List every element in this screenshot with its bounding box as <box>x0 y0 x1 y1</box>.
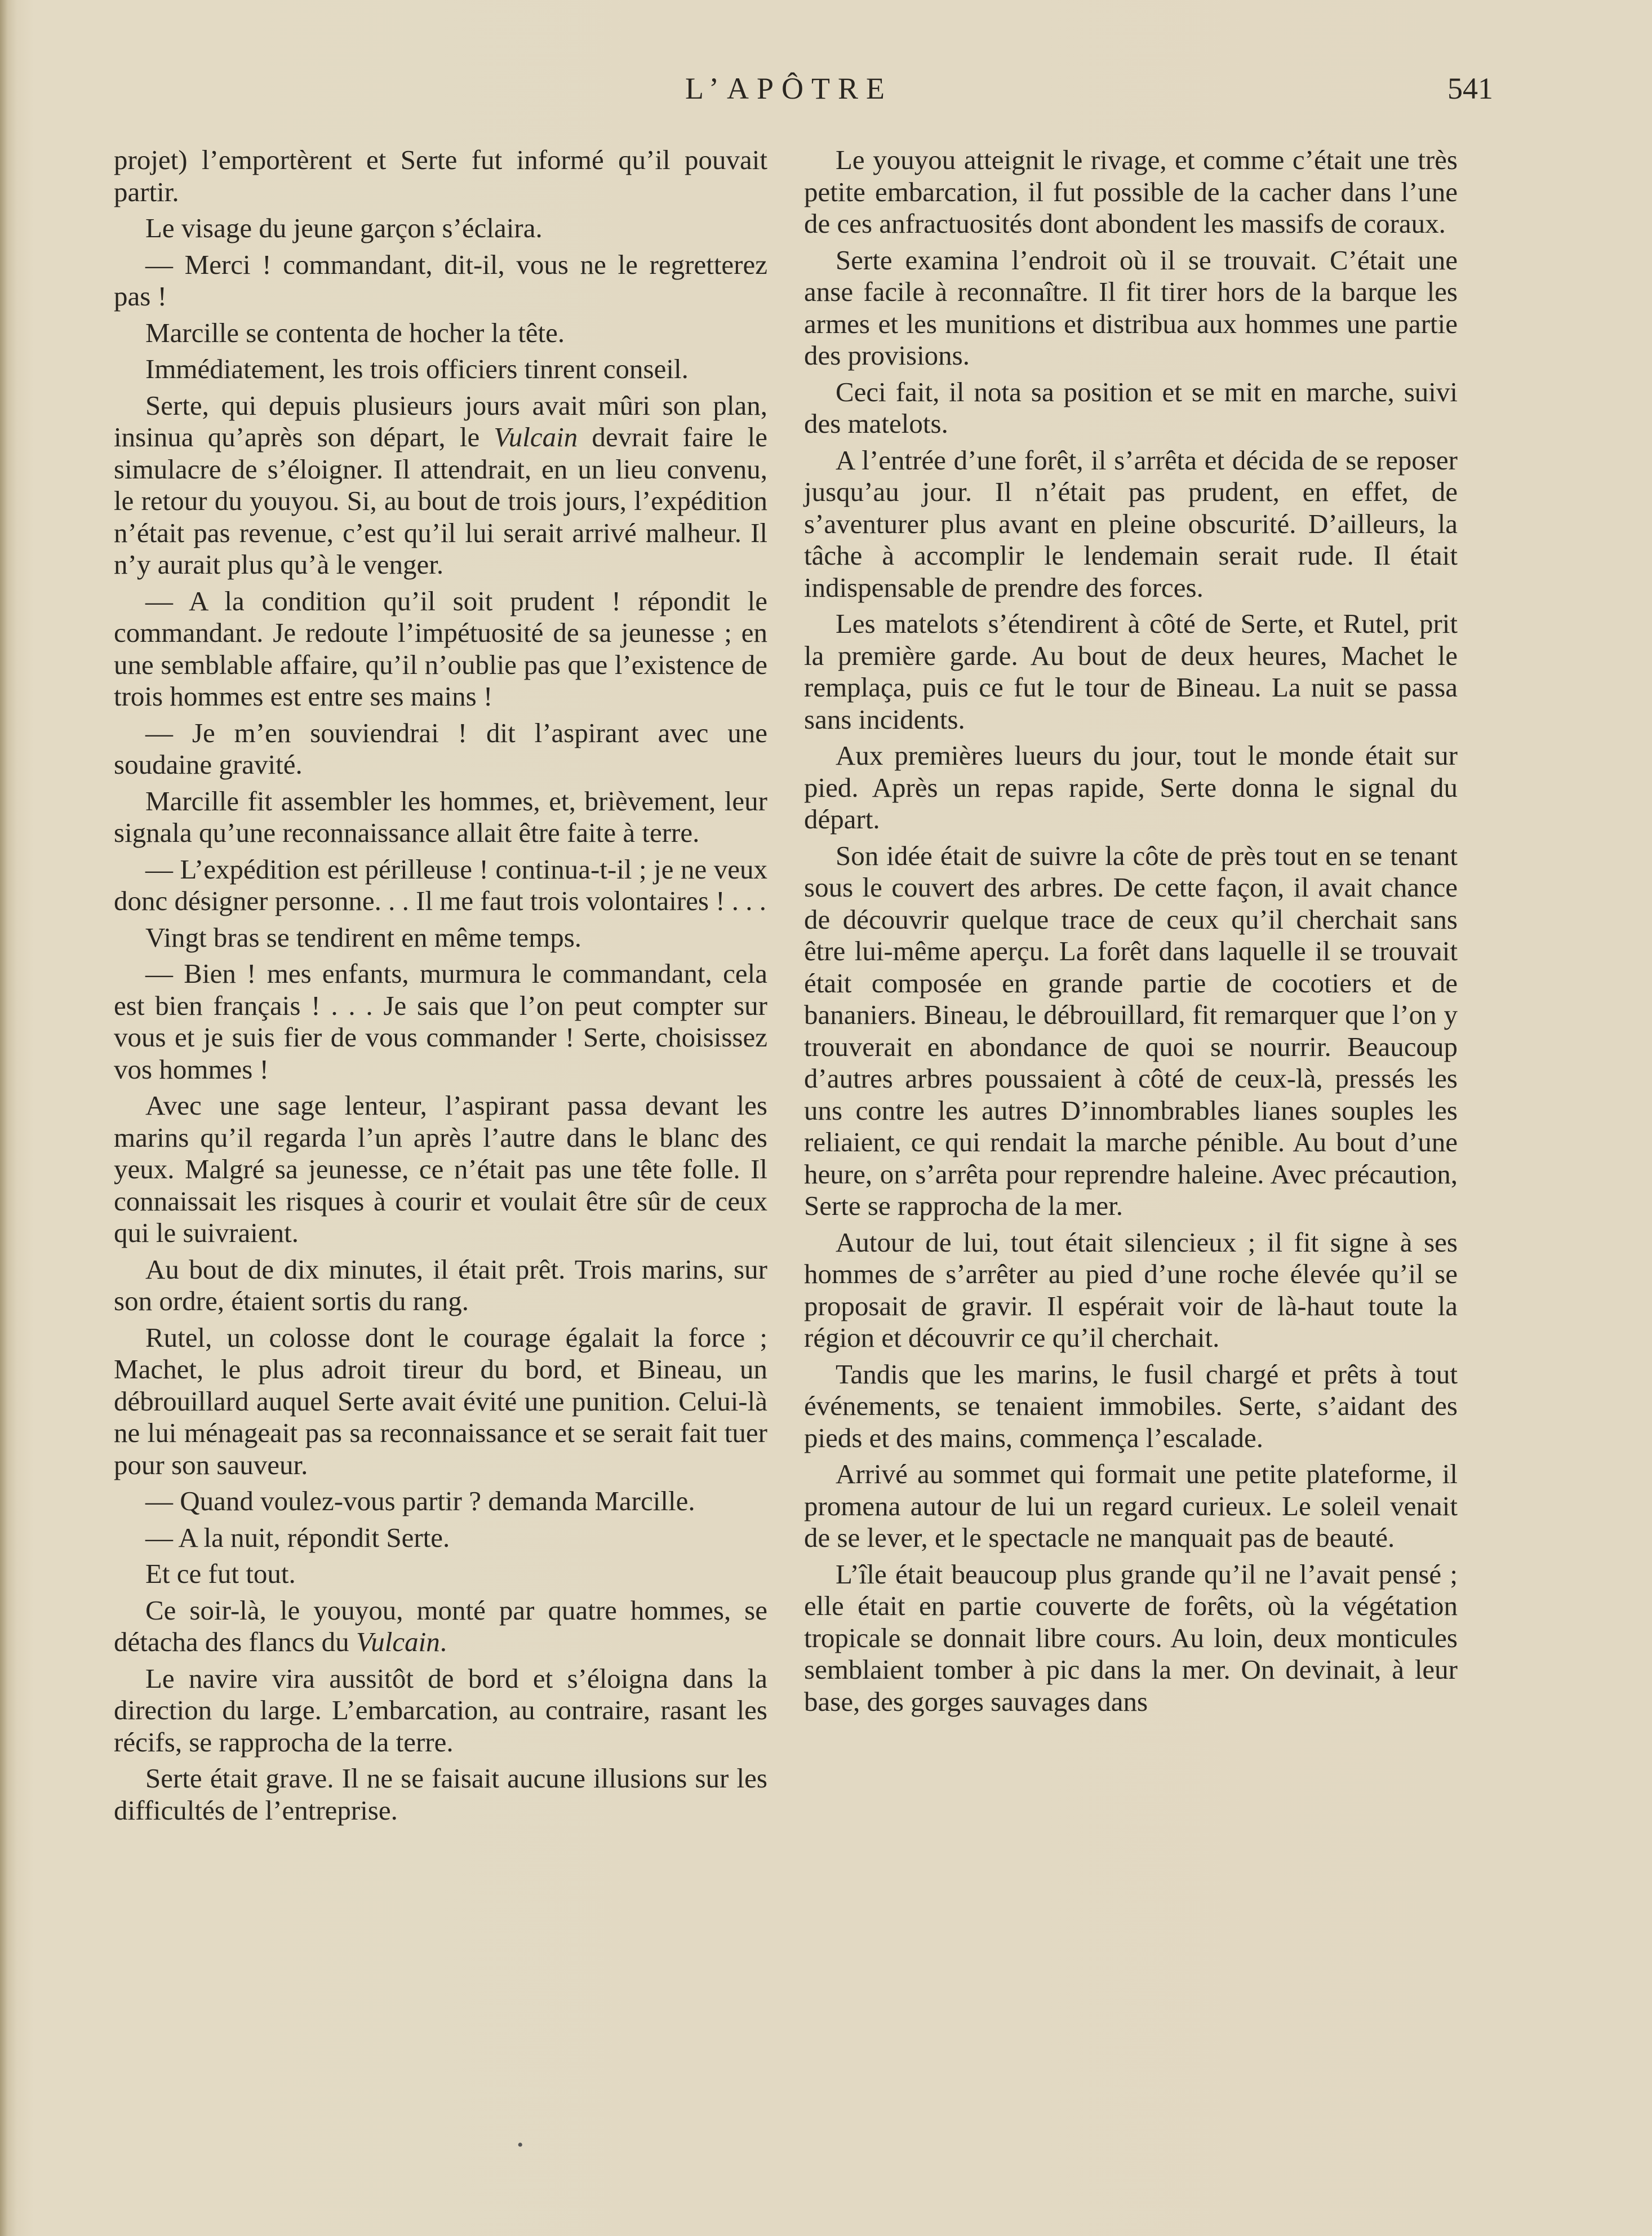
paragraph: Serte examina l’endroit où il se trouvait. C’était une anse facile à reconnaître. Il fit tirer hors de la barque les armes et les munitions et distribua aux hommes une partie des provisions. <box>804 244 1458 371</box>
paragraph: Son idée était de suivre la côte de près tout en se tenant sous le couvert des arbres. De cette façon, il avait chance de découvrir quelque trace de ceux qu’il cherchait sans être lui-même aperçu. La forêt dans laquelle il se trouvait était composée en grande partie de cocotiers et de bananiers. Bineau, le débrouillard, fit remarquer que l’on y trouverait en abondance de quoi se nourrir. Beaucoup d’autres arbres poussaient à côté de ceux-là, pressés les uns contre les autres D’innombrables lianes souples les reliaient, ce qui rendait la marche pénible. Au bout d’une heure, on s’arrêta pour reprendre haleine. Avec précaution, Serte se rapprocha de la mer. <box>804 840 1458 1221</box>
paragraph: Arrivé au sommet qui formait une petite plateforme, il promena autour de lui un regard curieux. Le soleil venait de se lever, et le spectacle ne manquait pas de beauté. <box>804 1458 1458 1553</box>
paragraph: Aux premières lueurs du jour, tout le monde était sur pied. Après un repas rapide, Serte donna le signal du départ. <box>804 740 1458 835</box>
paragraph: Le visage du jeune garçon s’éclaira. <box>145 212 543 243</box>
paragraph: Marcille fit assembler les hommes, et, brièvement, leur signala qu’une reconnaissance allait être faite à terre. <box>114 785 767 848</box>
paragraph-text: devrait faire le simulacre de s’éloigner. Il attendrait, en un lieu convenu, le retour du youyou. Si, au bout de trois jours, l’expédition n’était pas revenue, c’est qu’il lui serait arrivé malheur. Il n’y aurait plus qu’à le venger. <box>114 422 767 580</box>
paragraph <box>114 1595 767 1658</box>
paragraph: Avec une sage lenteur, l’aspirant passa devant les marins qu’il regarda l’un après l’autre dans le blanc des yeux. Malgré sa jeunesse, ce n’était pas une tête folle. Il connaissait les risques à courir et voulait être sûr de ceux qui le suivraient. <box>114 1090 767 1248</box>
paragraph-text: Ce soir-là, le youyou, monté par quatre hommes, se détacha des flancs du <box>114 1594 767 1657</box>
paragraph: — A la condition qu’il soit prudent ! répondit le commandant. Je redoute l’impétuosité de sa jeunesse ; en une semblable affaire, qu’il n’oublie pas que l’existence de trois hommes est entre ses mains ! <box>114 585 767 712</box>
paragraph: — Bien ! mes enfants, murmura le commandant, cela est bien français ! . . . Je sais que l’on peut compter sur vous et je suis fier de vous commander ! Serte, choisissez vos hommes ! <box>114 958 767 1085</box>
paragraph: Rutel, un colosse dont le courage égalait la force ; Machet, le plus adroit tireur du bord, et Bineau, un débrouillard auquel Serte avait évité une punition. Celui-là ne lui ménageait pas sa reconnaissance et se serait fait tuer pour son sauveur. <box>114 1321 767 1480</box>
page-number: 541 <box>1447 72 1493 105</box>
paragraph: A l’entrée d’une forêt, il s’arrêta et décida de se reposer jusqu’au jour. Il n’était pas prudent, en effet, de s’aventurer plus avant en pleine obscurité. D’ailleurs, la tâche à accomplir le lendemain serait rude. Il était indispensable de prendre des forces. <box>804 444 1458 603</box>
paragraph: — Quand voulez-vous partir ? demanda Marcille. <box>145 1485 695 1516</box>
ship-name: Vulcain <box>356 1626 440 1657</box>
paragraph: Autour de lui, tout était silencieux ; il fit signe à ses hommes de s’arrêter au pied d’une roche élevée qu’il se proposait de gravir. Il espérait voir de là-haut toute la région et découvrir ce qu’il cherchait. <box>804 1226 1458 1353</box>
paragraph: Le navire vira aussitôt de bord et s’éloigna dans la direction du large. L’embarcation, au contraire, rasant les récifs, se rapprocha de la terre. <box>114 1662 767 1758</box>
ship-name: Vulcain <box>494 422 578 452</box>
paragraph <box>114 390 767 581</box>
paragraph: Vingt bras se tendirent en même temps. <box>145 921 582 953</box>
paragraph: — L’expédition est périlleuse ! continua-t-il ; je ne veux donc désigner personne. . . Il me faut trois volontaires ! . . . <box>114 853 767 916</box>
paragraph: — Je m’en souviendrai ! dit l’aspirant avec une soudaine gravité. <box>114 717 767 780</box>
paragraph: Et ce fut tout. <box>145 1558 296 1589</box>
paragraph: — A la nuit, répondit Serte. <box>145 1521 450 1553</box>
paragraph: projet) l’emportèrent et Serte fut informé qu’il pouvait partir. <box>114 144 767 207</box>
printer-mark: • <box>517 2136 523 2154</box>
right-column <box>804 144 1458 1718</box>
left-column <box>114 144 767 1826</box>
paragraph: — Merci ! commandant, dit-il, vous ne le regretterez pas ! <box>114 249 767 312</box>
paragraph: Serte était grave. Il ne se faisait aucune illusions sur les difficultés de l’entreprise. <box>114 1763 767 1826</box>
paragraph-text: Serte, qui depuis plusieurs jours avait mûri son plan, insinua qu’après son départ, le <box>114 389 767 452</box>
paragraph: Au bout de dix minutes, il était prêt. Trois marins, sur son ordre, étaient sortis du rang. <box>114 1253 767 1316</box>
paragraph: Immédiatement, les trois officiers tinrent conseil. <box>145 353 689 384</box>
running-title: L’APÔTRE <box>685 72 893 105</box>
paragraph: Ceci fait, il nota sa position et se mit en marche, suivi des matelots. <box>804 376 1458 439</box>
paragraph: Le youyou atteignit le rivage, et comme c’était une très petite embarcation, il fut possible de la cacher dans l’une de ces anfractuosités dont abondent les massifs de coraux. <box>804 144 1458 239</box>
paragraph: Tandis que les marins, le fusil chargé et prêts à tout événements, se tenaient immobiles. Serte, s’aidant des pieds et des mains, commença l’escalade. <box>804 1358 1458 1453</box>
paragraph: L’île était beaucoup plus grande qu’il ne l’avait pensé ; elle était en partie couverte de forêts, où la végétation tropicale se donnait libre cours. Au loin, deux monticules semblaient tomber à pic dans la mer. On devinait, à leur base, des gorges sauvages dans <box>804 1558 1458 1717</box>
paragraph-text: . <box>439 1626 447 1657</box>
paragraph: Marcille se contenta de hocher la tête. <box>145 317 565 348</box>
paragraph: Les matelots s’étendirent à côté de Serte, et Rutel, prit la première garde. Au bout de deux heures, Machet le remplaça, puis ce fut le tour de Bineau. La nuit se passa sans incidents. <box>804 608 1458 735</box>
